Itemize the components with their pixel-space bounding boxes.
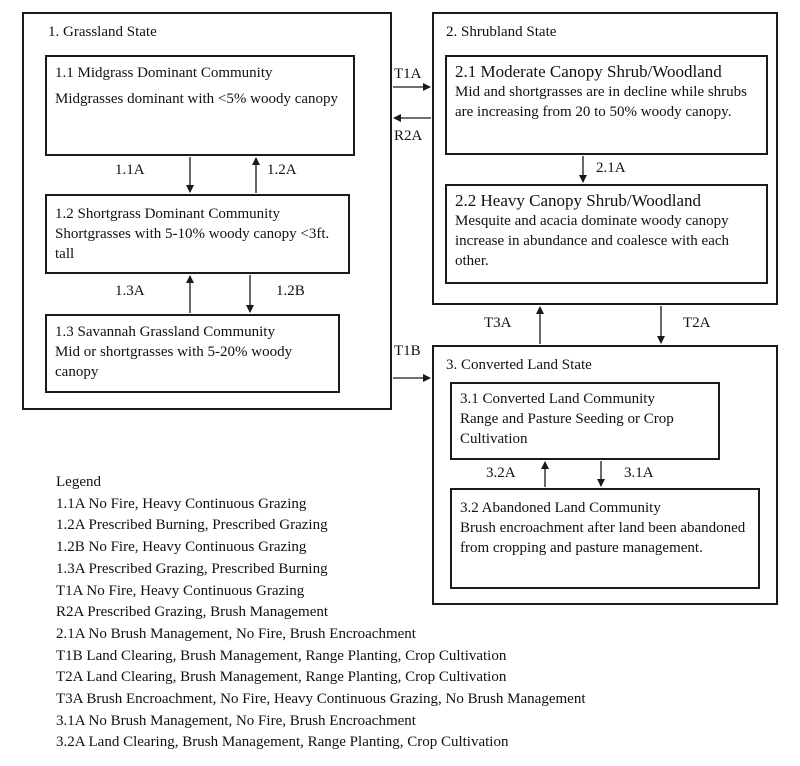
label-3-1a: 3.1A xyxy=(624,465,654,481)
legend-item: T2A Land Clearing, Brush Management, Range Planting, Crop Cultivation xyxy=(56,669,507,686)
community-1-1 xyxy=(45,55,355,156)
community-1-3 xyxy=(45,314,340,393)
community-1-3-desc: Mid or shortgrasses with 5-20% woody canopy xyxy=(55,344,293,380)
community-3-2-title: 3.2 Abandoned Land Community xyxy=(460,500,661,516)
community-1-3-title: 1.3 Savannah Grassland Community xyxy=(55,324,275,340)
legend-item: 2.1A No Brush Management, No Fire, Brush Encroachment xyxy=(56,625,416,642)
label-t1b: T1B xyxy=(394,343,421,359)
legend-item: 1.2A Prescribed Burning, Prescribed Grazing xyxy=(56,517,328,534)
legend-item: T3A Brush Encroachment, No Fire, Heavy Continuous Grazing, No Brush Management xyxy=(56,691,586,708)
label-3-2a: 3.2A xyxy=(486,465,516,481)
label-r2a: R2A xyxy=(394,128,423,144)
community-2-2-desc: Mesquite and acacia dominate woody canopy increase in abundance and coalesce with each other. xyxy=(455,213,730,269)
community-2-2 xyxy=(445,184,768,284)
community-3-2-desc: Brush encroachment after land been abandoned from cropping and pasture management. xyxy=(460,520,746,556)
community-1-2 xyxy=(45,194,350,274)
label-1-3a: 1.3A xyxy=(115,283,145,299)
label-2-1a: 2.1A xyxy=(596,160,626,176)
community-2-1 xyxy=(445,55,768,155)
label-1-2b: 1.2B xyxy=(276,283,305,299)
legend-item: 1.2B No Fire, Heavy Continuous Grazing xyxy=(56,539,307,556)
community-3-1-desc: Range and Pasture Seeding or Crop Cultivation xyxy=(460,411,674,447)
legend-item: 1.1A No Fire, Heavy Continuous Grazing xyxy=(56,495,307,512)
grassland-state-title: 1. Grassland State xyxy=(48,24,157,40)
shrubland-state-title: 2. Shrubland State xyxy=(446,24,557,40)
community-2-1-desc: Mid and shortgrasses are in decline while shrubs are increasing from 20 to 50% woody canopy. xyxy=(455,84,748,120)
label-t2a: T2A xyxy=(683,315,711,331)
community-1-1-title: 1.1 Midgrass Dominant Community xyxy=(55,65,273,81)
legend-item: 3.1A No Brush Management, No Fire, Brush Encroachment xyxy=(56,712,416,729)
legend-item: 1.3A Prescribed Grazing, Prescribed Burning xyxy=(56,560,328,577)
converted-land-state-title: 3. Converted Land State xyxy=(446,357,592,373)
label-t3a: T3A xyxy=(484,315,512,331)
label-t1a: T1A xyxy=(394,66,422,82)
legend-item: 3.2A Land Clearing, Brush Management, Range Planting, Crop Cultivation xyxy=(56,734,509,751)
legend-item: R2A Prescribed Grazing, Brush Management xyxy=(56,604,329,621)
legend-item: T1A No Fire, Heavy Continuous Grazing xyxy=(56,582,305,599)
legend-item: T1B Land Clearing, Brush Management, Range Planting, Crop Cultivation xyxy=(56,647,507,664)
community-1-2-desc: Shortgrasses with 5-10% woody canopy <3ft. tall xyxy=(55,226,330,262)
legend-title: Legend xyxy=(56,474,101,490)
community-2-2-title: 2.2 Heavy Canopy Shrub/Woodland xyxy=(455,191,702,210)
community-1-2-title: 1.2 Shortgrass Dominant Community xyxy=(55,206,280,222)
community-3-1 xyxy=(450,382,720,460)
community-3-1-title: 3.1 Converted Land Community xyxy=(460,391,655,407)
label-1-2a: 1.2A xyxy=(267,162,297,178)
community-1-1-desc: Midgrasses dominant with <5% woody canopy xyxy=(55,91,339,107)
community-2-1-title: 2.1 Moderate Canopy Shrub/Woodland xyxy=(455,62,722,81)
label-1-1a: 1.1A xyxy=(115,162,145,178)
legend xyxy=(56,472,585,754)
